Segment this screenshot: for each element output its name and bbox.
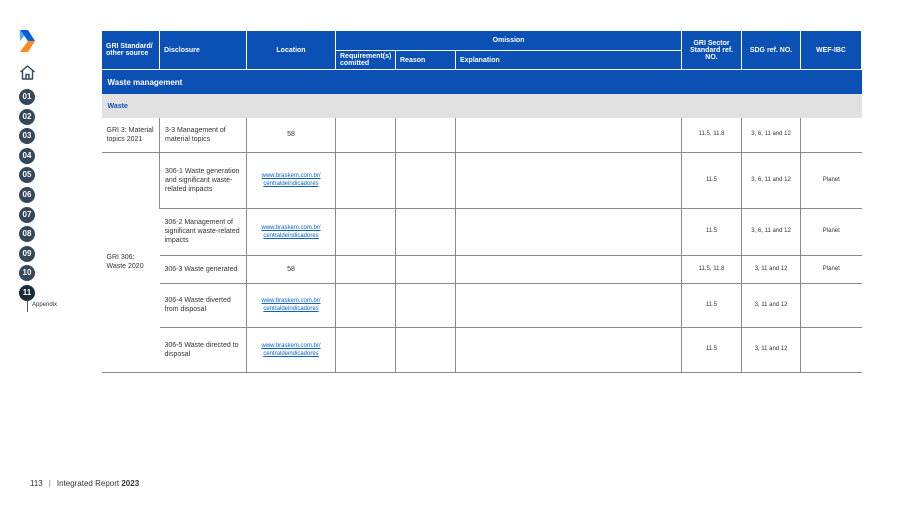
nav-item-09[interactable]: 09 [19,246,79,266]
cell-gri-sector: 11.5 [682,283,742,327]
indicators-link[interactable]: www.braskem.com.br/ centraldeindicadores [261,298,321,312]
cell-requirements [336,152,396,208]
report-title: Integrated Report [56,479,120,488]
cell-explanation [456,152,682,208]
cell-disclosure: 306-2 Management of significant waste-related impacts [160,208,247,255]
cell-explanation [456,208,682,255]
cell-reason [396,255,456,283]
table-row [102,208,862,255]
cell-location [247,283,336,327]
cell-reason [396,283,456,327]
nav-item-02[interactable]: 02 [19,109,79,129]
nav-item-10[interactable]: 10 [19,265,79,285]
table-row [102,255,862,283]
header-disclosure: Disclosure [160,31,247,70]
cell-sdg: 3, 11 and 12 [742,283,801,327]
cell-gri-sector: 11.5 [682,152,742,208]
nav-item-04[interactable]: 04 [19,148,79,168]
cell-gri-sector: 11.5 [682,208,742,255]
section-title: Waste management [102,70,862,95]
cell-requirements [336,283,396,327]
braskem-logo[interactable] [18,29,38,53]
cell-sdg: 3, 6, 11 and 12 [742,152,801,208]
nav-item-11[interactable]: 11 [19,285,79,305]
cell-location: 58 [247,255,336,283]
cell-explanation [456,327,682,372]
chapter-nav [19,89,79,305]
report-year: 2023 [121,479,140,488]
cell-gri-sector: 11.5 [682,327,742,372]
nav-item-05[interactable]: 05 [19,167,79,187]
section-row [102,70,862,95]
cell-sdg: 3, 6, 11 and 12 [742,208,801,255]
header-gri-standard: GRI Standard/ other source [102,31,160,70]
subsection-title: Waste [102,94,862,118]
cell-reason [396,152,456,208]
cell-location [247,152,336,208]
cell-wef: Planet [801,255,862,283]
page-footer [30,479,139,488]
table-row [102,152,862,208]
cell-reason [396,327,456,372]
cell-requirements [336,208,396,255]
cell-wef: Planet [801,208,862,255]
table-row [102,327,862,372]
cell-wef [801,118,862,152]
table-row [102,118,862,152]
cell-requirements [336,255,396,283]
cell-explanation [456,118,682,152]
header-omission: Omission [336,31,682,51]
cell-wef [801,283,862,327]
gri-table [101,30,862,373]
table-row [102,283,862,327]
header-sdg: SDG ref. NO. [742,31,801,70]
cell-location [247,327,336,372]
cell-reason [396,118,456,152]
cell-standard: GRI 3: Material topics 2021 [102,118,160,152]
cell-gri-sector: 11.5, 11.8 [682,118,742,152]
cell-disclosure: 306-4 Waste diverted from disposal [160,283,247,327]
nav-item-08[interactable]: 08 [19,226,79,246]
footer-separator: | [48,479,51,488]
header-gri-sector: GRI Sector Standard ref. NO. [682,31,742,70]
nav-active-line [27,300,28,312]
cell-sdg: 3, 11 and 12 [742,327,801,372]
nav-item-01[interactable]: 01 [19,89,79,109]
cell-disclosure: 306-1 Waste generation and significant waste-related impacts [160,152,247,208]
header-wef: WEF-IBC [801,31,862,70]
subsection-row [102,94,862,118]
cell-gri-sector: 11.5, 11.8 [682,255,742,283]
nav-active-label[interactable]: Appendix [32,302,58,308]
cell-explanation [456,283,682,327]
header-reason: Reason [396,51,456,70]
nav-item-07[interactable]: 07 [19,207,79,227]
cell-requirements [336,118,396,152]
cell-disclosure: 306-5 Waste directed to disposal [160,327,247,372]
cell-requirements [336,327,396,372]
cell-disclosure: 3-3 Management of material topics [160,118,247,152]
header-requirements: Requirement(s) comitted [336,51,396,70]
home-icon[interactable] [19,65,36,80]
cell-wef [801,327,862,372]
cell-explanation [456,255,682,283]
cell-location: 58 [247,118,336,152]
cell-standard: GRI 306: Waste 2020 [102,152,160,372]
header-location: Location [247,31,336,70]
indicators-link[interactable]: www.braskem.com.br/ centraldeindicadores [261,173,321,187]
cell-disclosure: 306-3 Waste generated [160,255,247,283]
cell-location [247,208,336,255]
cell-reason [396,208,456,255]
indicators-link[interactable]: www.braskem.com.br/ centraldeindicadores [261,224,321,239]
cell-sdg: 3, 6, 11 and 12 [742,118,801,152]
cell-sdg: 3, 11 and 12 [742,255,801,283]
cell-wef: Planet [801,152,862,208]
page-number: 113 [30,479,43,488]
nav-item-06[interactable]: 06 [19,187,79,207]
header-explanation: Explanation [456,51,682,70]
indicators-link[interactable]: www.braskem.com.br/ centraldeindicadores [261,342,321,357]
nav-item-03[interactable]: 03 [19,128,79,148]
